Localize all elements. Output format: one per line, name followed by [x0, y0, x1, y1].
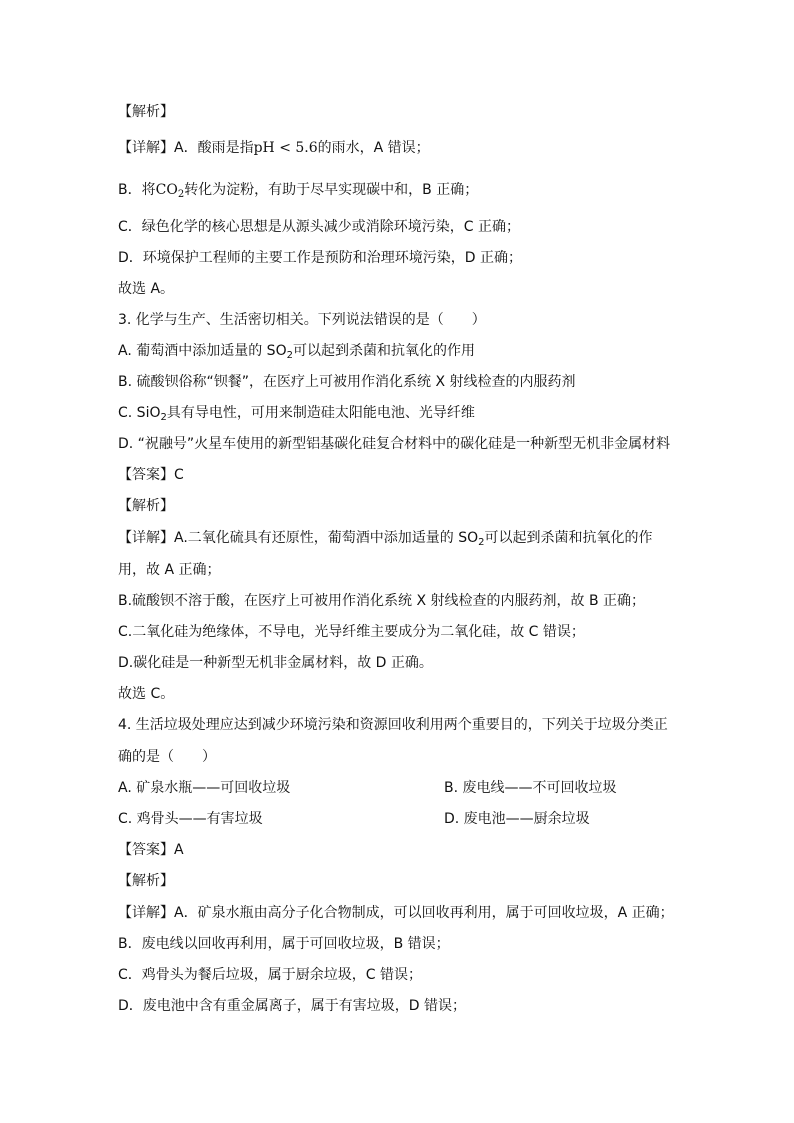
q4-detail-d: D．废电池中含有重金属离子，属于有害垃圾，D 错误；	[118, 998, 467, 1014]
q2-detail-b-post: 转化为淀粉，有助于尽早实现碳中和，B 正确；	[184, 182, 479, 198]
q3-option-a	[118, 341, 475, 361]
q4-option-c: C. 鸡骨头——有害垃圾	[118, 811, 263, 827]
q3-option-a-subscript: 2	[286, 350, 293, 361]
q4-option-d: D. 废电池——厨余垃圾	[444, 811, 590, 827]
q4-analysis-heading: 【解析】	[118, 873, 174, 889]
q4-stem-line1: 4. 生活垃圾处理应达到减少环境污染和资源回收利用两个重要目的，下列关于垃圾分类正	[118, 717, 668, 733]
q4-detail-a: 【详解】A．矿泉水瓶由高分子化合物制成，可以回收再利用，属于可回收垃圾，A 正确；	[118, 905, 674, 921]
q3-analysis-heading: 【解析】	[118, 498, 174, 514]
q2-detail-b-pre: B．将	[118, 182, 156, 198]
q2-detail-a-math: pH < 5.6	[253, 140, 318, 156]
q4-stem-line2: 确的是（ ）	[118, 749, 216, 765]
q3-option-c-post: 具有导电性，可用来制造硅太阳能电池、光导纤维	[166, 405, 475, 421]
q4-answer: 【答案】A	[118, 842, 184, 858]
q3-answer: 【答案】C	[118, 467, 184, 483]
q4-option-b: B. 废电线——不可回收垃圾	[444, 780, 617, 796]
q3-stem: 3. 化学与生产、生活密切相关。下列说法错误的是（ ）	[118, 312, 486, 328]
q3-detail-a-subscript: 2	[478, 537, 485, 548]
q3-detail-a-line1	[118, 528, 653, 548]
q2-analysis-heading: 【解析】	[118, 104, 174, 120]
q3-detail-d: D.碳化硅是一种新型无机非金属材料，故 D 正确。	[118, 655, 433, 671]
q3-detail-b: B.硫酸钡不溶于酸，在医疗上可被用作消化系统 X 射线检查的内服药剂，故 B 正确；	[118, 593, 646, 609]
q3-option-c	[118, 403, 475, 423]
q3-option-c-pre: C. SiO	[118, 405, 161, 421]
q3-option-d: D. “祝融号”火星车使用的新型铝基碳化硅复合材料中的碳化硅是一种新型无机非金属材料	[118, 436, 671, 452]
q3-option-c-subscript: 2	[160, 412, 167, 423]
q3-option-a-post: 可以起到杀菌和抗氧化的作用	[292, 343, 475, 359]
q3-option-a-pre: A. 葡萄酒中添加适量的 SO	[118, 343, 287, 359]
q3-conclusion: 故选 C。	[118, 686, 175, 702]
q3-detail-c: C.二氧化硅为绝缘体，不导电，光导纤维主要成分为二氧化硅，故 C 错误；	[118, 624, 585, 640]
q2-detail-b-subscript: 2	[177, 189, 185, 200]
q2-detail-c: C．绿色化学的核心思想是从源头减少或消除环境污染，C 正确；	[118, 219, 520, 235]
q4-detail-b: B．废电线以回收再利用，属于可回收垃圾，B 错误；	[118, 936, 450, 952]
q2-conclusion: 故选 A。	[118, 281, 175, 297]
q2-detail-a	[118, 138, 430, 158]
q3-detail-a-line2: 用，故 A 正确；	[118, 562, 221, 578]
q2-detail-a-pre: 【详解】A．酸雨是指	[118, 140, 254, 156]
q3-detail-a-post: 可以起到杀菌和抗氧化的作	[484, 530, 653, 546]
q2-detail-a-post: 的雨水，A 错误；	[317, 140, 430, 156]
q4-detail-c: C．鸡骨头为餐后垃圾，属于厨余垃圾，C 错误；	[118, 967, 422, 983]
q4-option-a: A. 矿泉水瓶——可回收垃圾	[118, 780, 291, 796]
q3-detail-a-pre: 【详解】A.二氧化硫具有还原性，葡萄酒中添加适量的 SO	[118, 530, 479, 546]
q2-detail-d: D．环境保护工程师的主要工作是预防和治理环境污染，D 正确；	[118, 250, 523, 266]
q2-detail-b-formula: CO	[155, 182, 178, 198]
q3-option-b: B. 硫酸钡俗称“钡餐”，在医疗上可被用作消化系统 X 射线检查的内服药剂	[118, 374, 576, 390]
q2-detail-b	[118, 180, 478, 200]
